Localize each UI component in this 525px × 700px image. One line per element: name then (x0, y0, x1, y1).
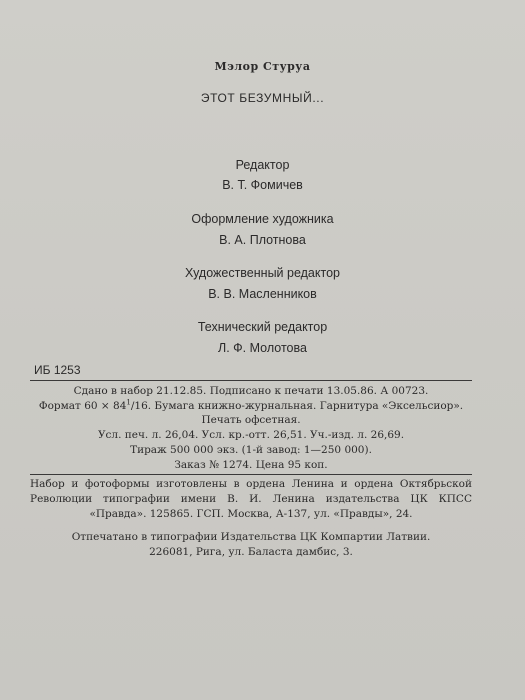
ib-number: ИБ 1253 (34, 363, 81, 377)
imprint-line-1: Сдано в набор 21.12.85. Подписано к печати 13.05.86. А 00723. (73, 385, 429, 397)
divider-top (30, 380, 472, 381)
printer-line-5: 226081, Рига, ул. Баласта дамбис, 3. (149, 546, 353, 558)
credit-role-artist: Оформление художника (191, 212, 334, 226)
imprint-format-rest: /16. Бумага книжно-журнальная. Гарнитура «Эксельсиор». (130, 400, 464, 412)
printer-line-1: Набор и фотоформы изготовлены в ордена Ленина и ордена Октябрьской (30, 478, 472, 490)
imprint-line-3: Печать офсетная. (201, 414, 301, 426)
printer-line-3: «Правда». 125865. ГСП. Москва, А-137, ул. «Правды», 24. (89, 508, 413, 520)
imprint-line-4: Усл. печ. л. 26,04. Усл. кр.-отт. 26,51. Уч.-изд. л. 26,69. (97, 429, 405, 441)
imprint-format-sup: 1 (126, 398, 131, 407)
book-title: ЭТОТ БЕЗУМНЫЙ... (200, 91, 325, 105)
author-name: Мэлор Стуруа (214, 60, 311, 73)
imprint-format-text: Формат 60 × 84 (38, 400, 127, 412)
credit-name-editor: В. Т. Фомичев (222, 178, 303, 192)
credit-name-art-editor: В. В. Масленников (208, 287, 317, 301)
imprint-line-5: Тираж 500 000 экз. (1-й завод: 1—250 000). (130, 444, 372, 456)
divider-bottom (30, 474, 472, 475)
credit-name-artist: В. А. Плотнова (219, 233, 306, 247)
credit-name-tech-editor: Л. Ф. Молотова (218, 341, 307, 355)
imprint-line-2 (30, 399, 472, 413)
printer-line-2: Революции типографии имени В. И. Ленина издательства ЦК КПСС (30, 493, 472, 505)
imprint-line-6: Заказ № 1274. Цена 95 коп. (174, 459, 328, 471)
printer-line-4: Отпечатано в типографии Издательства ЦК Компартии Латвии. (71, 531, 431, 543)
credit-role-art-editor: Художественный редактор (185, 266, 340, 280)
credit-role-editor: Редактор (235, 158, 290, 172)
credit-role-tech-editor: Технический редактор (197, 320, 328, 334)
